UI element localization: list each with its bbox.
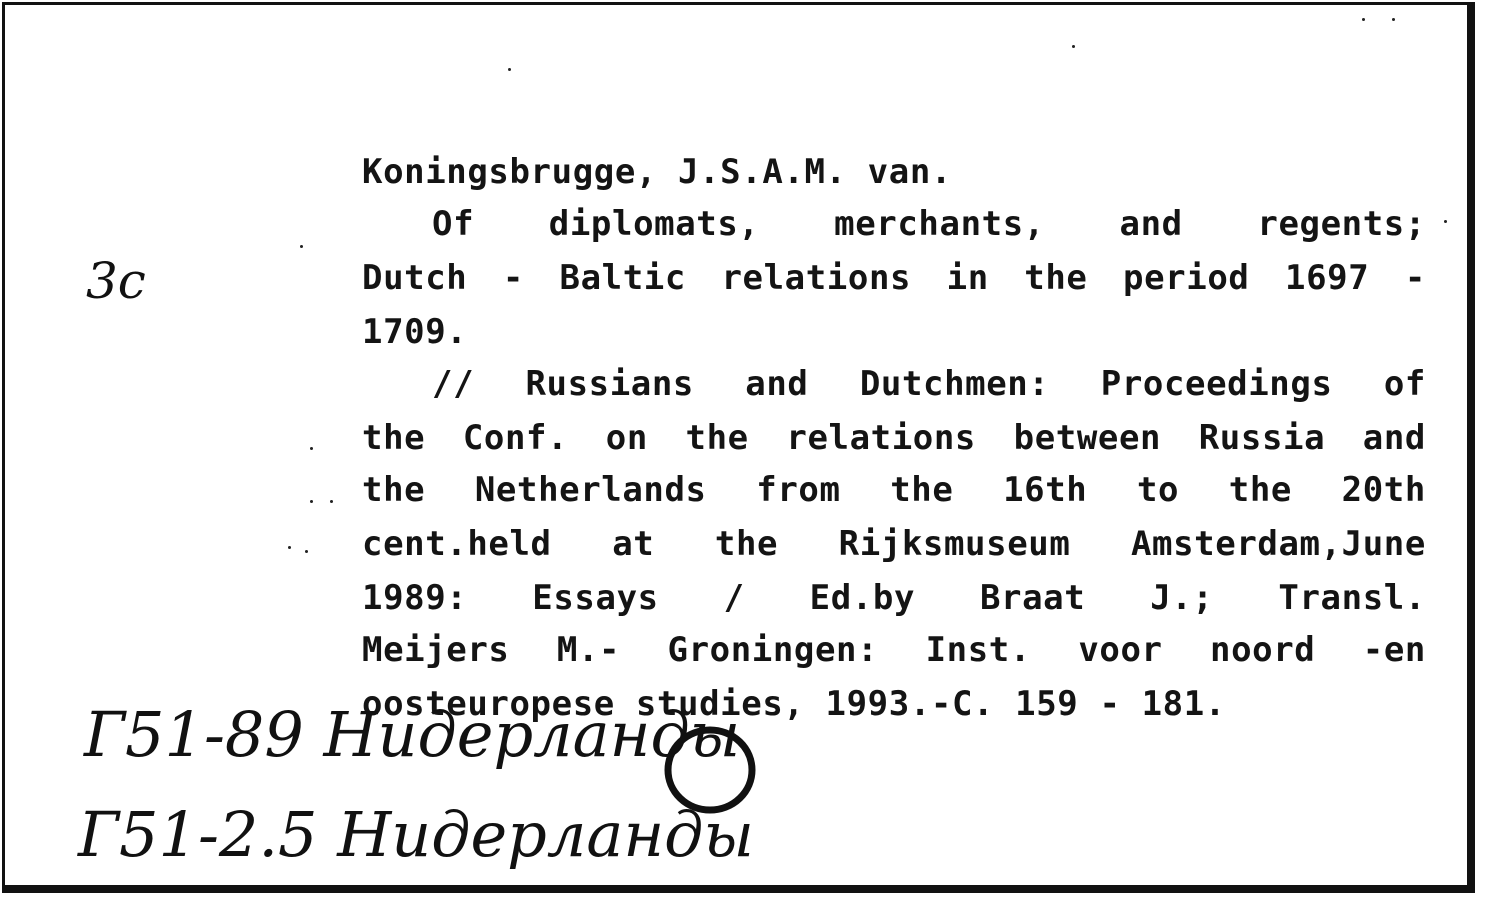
word: M.- bbox=[556, 630, 621, 670]
word: at bbox=[612, 524, 655, 564]
source-line-1 bbox=[432, 362, 1426, 406]
word: - bbox=[502, 258, 524, 298]
word: Groningen: bbox=[667, 630, 879, 670]
word: Dutchmen: bbox=[859, 364, 1050, 404]
word: Ed.by bbox=[809, 578, 916, 618]
word: from bbox=[756, 470, 841, 510]
speck bbox=[310, 500, 313, 503]
speck bbox=[310, 447, 313, 450]
word: to bbox=[1136, 470, 1180, 510]
word: - bbox=[1404, 258, 1426, 298]
word: and bbox=[1362, 418, 1426, 458]
word: the bbox=[714, 524, 779, 564]
word: the bbox=[362, 470, 426, 510]
word: noord bbox=[1210, 630, 1316, 670]
speck bbox=[300, 245, 303, 248]
speck bbox=[1444, 220, 1447, 223]
speck bbox=[288, 546, 291, 549]
speck bbox=[305, 550, 308, 553]
source-line-5 bbox=[362, 576, 1426, 620]
shelf-mark-2: Г51-2.5 Нидерланды bbox=[78, 798, 754, 871]
source-line-3 bbox=[362, 468, 1426, 512]
word: Meijers bbox=[362, 630, 510, 670]
word: and bbox=[1119, 204, 1183, 244]
word: / bbox=[723, 578, 745, 618]
word: Proceedings bbox=[1100, 364, 1333, 404]
word: the bbox=[1024, 258, 1088, 298]
word: Russia bbox=[1198, 418, 1326, 458]
margin-note: 3c bbox=[86, 252, 146, 310]
source-line-7: oosteuropese studies, 1993.-C. 159 - 181. bbox=[362, 684, 1226, 724]
word: 1697 bbox=[1285, 258, 1370, 298]
author-line: Koningsbrugge, J.S.A.M. van. bbox=[362, 152, 952, 192]
word: Conf. bbox=[462, 418, 569, 458]
word: Transl. bbox=[1278, 578, 1426, 618]
word: Netherlands bbox=[474, 470, 707, 510]
word: period bbox=[1123, 258, 1250, 298]
word: Essays bbox=[532, 578, 659, 618]
word: J.; bbox=[1150, 578, 1214, 618]
word: the bbox=[1228, 470, 1292, 510]
word: 20th bbox=[1341, 470, 1426, 510]
word: voor bbox=[1078, 630, 1163, 670]
speck bbox=[1392, 18, 1395, 21]
title-line-2 bbox=[362, 256, 1426, 300]
word: 16th bbox=[1003, 470, 1088, 510]
word: merchants, bbox=[834, 204, 1045, 244]
circle-mark-icon bbox=[660, 722, 760, 818]
word: and bbox=[745, 364, 809, 404]
word: diplomats, bbox=[548, 204, 760, 244]
word: Amsterdam,June bbox=[1130, 524, 1426, 564]
word: cent.held bbox=[362, 524, 552, 564]
word: the bbox=[362, 418, 426, 458]
word: // bbox=[432, 364, 475, 404]
word: the bbox=[890, 470, 954, 510]
source-line-2 bbox=[362, 416, 1426, 460]
speck bbox=[508, 68, 511, 71]
source-line-4 bbox=[362, 522, 1426, 566]
word: regents; bbox=[1257, 204, 1426, 244]
word: relations bbox=[721, 258, 912, 298]
word: between bbox=[1013, 418, 1162, 458]
word: -en bbox=[1362, 630, 1426, 670]
word: Braat bbox=[979, 578, 1086, 618]
word: on bbox=[605, 418, 648, 458]
title-line-3: 1709. bbox=[362, 312, 468, 352]
speck bbox=[330, 500, 333, 503]
word: Rijksmuseum bbox=[838, 524, 1071, 564]
word: Inst. bbox=[925, 630, 1031, 670]
word: Of bbox=[432, 204, 475, 244]
shelf-mark-1: Г51-89 Нидерланды bbox=[84, 698, 741, 771]
word: Dutch bbox=[362, 258, 468, 298]
speck bbox=[1072, 45, 1075, 48]
word: 1989: bbox=[362, 578, 468, 618]
word: the bbox=[685, 418, 749, 458]
word: of bbox=[1383, 364, 1426, 404]
word: Russians bbox=[525, 364, 694, 404]
word: Baltic bbox=[559, 258, 686, 298]
source-line-6 bbox=[362, 628, 1426, 672]
word: in bbox=[946, 258, 989, 298]
word: relations bbox=[786, 418, 977, 458]
speck bbox=[1362, 18, 1365, 21]
title-line-1 bbox=[432, 202, 1426, 246]
